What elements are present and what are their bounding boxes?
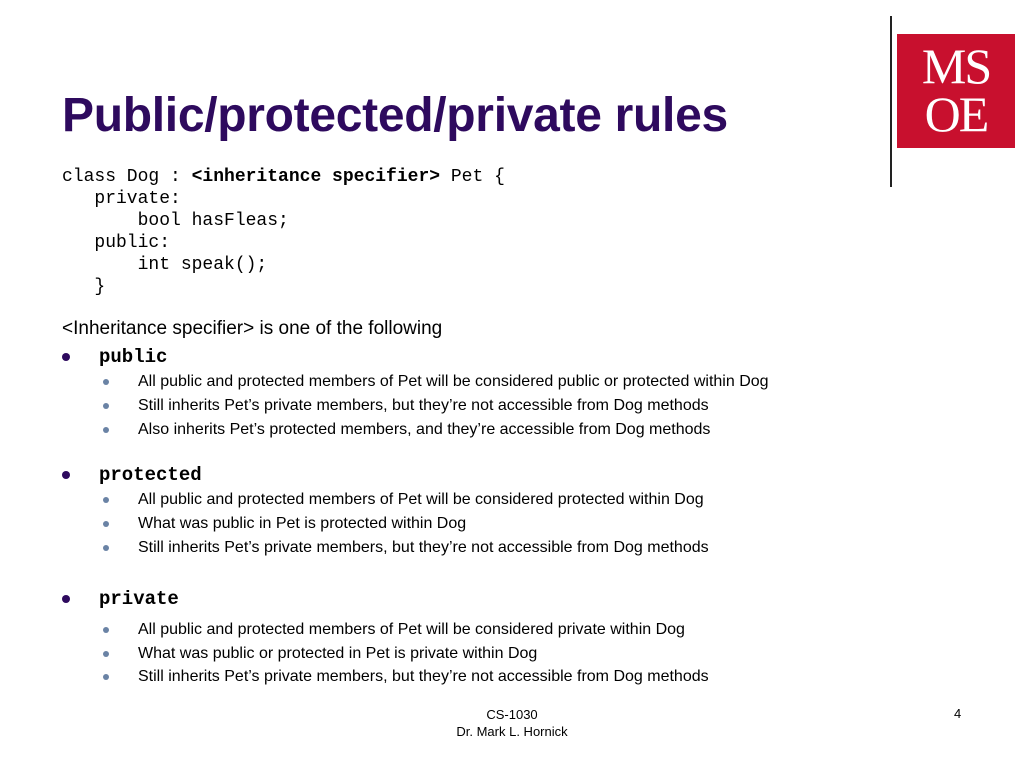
sub-bullet <box>103 373 769 391</box>
sub-bullet-text: What was public or protected in Pet is private within Dog <box>138 645 538 662</box>
sub-bullet <box>103 621 685 639</box>
sub-bullet-dot <box>103 521 109 527</box>
page-number: 4 <box>954 706 962 721</box>
sub-bullet <box>103 515 466 533</box>
sub-bullet-text: All public and protected members of Pet will be considered protected within Dog <box>138 491 704 508</box>
sub-bullet-dot <box>103 627 109 633</box>
bullet-dot <box>62 353 70 361</box>
bullet-protected <box>62 464 202 486</box>
footer-course: CS-1030 <box>486 707 538 722</box>
bullet-keyword: private <box>99 588 179 610</box>
sub-bullet-text: Also inherits Pet’s protected members, and they’re accessible from Dog methods <box>138 421 711 438</box>
code-line-4: public: <box>62 233 171 253</box>
code-line-5: int speak(); <box>62 255 268 275</box>
code-line-1-post: Pet { <box>440 167 505 187</box>
sub-bullet <box>103 668 709 686</box>
sub-bullet-text: All public and protected members of Pet will be considered private within Dog <box>138 621 685 638</box>
sub-bullet-text: What was public in Pet is protected within Dog <box>138 515 467 532</box>
sub-bullet-text: Still inherits Pet’s private members, but they’re not accessible from Dog methods <box>138 397 709 414</box>
code-line-1-pre: class Dog : <box>62 167 192 187</box>
code-line-2: private: <box>62 189 181 209</box>
sub-bullet <box>103 539 709 557</box>
bullet-dot <box>62 595 70 603</box>
sub-bullet-text: All public and protected members of Pet will be considered public or protected within Dog <box>138 373 769 390</box>
sub-bullet-dot <box>103 427 109 433</box>
sub-bullet-text: Still inherits Pet’s private members, but they’re not accessible from Dog methods <box>138 539 709 556</box>
slide-title: Public/protected/private rules <box>62 89 728 142</box>
bullet-dot <box>62 471 70 479</box>
sub-bullet <box>103 645 537 663</box>
bullet-keyword: protected <box>99 464 202 486</box>
header-divider <box>890 16 892 187</box>
sub-bullet-dot <box>103 651 109 657</box>
sub-bullet-text: Still inherits Pet’s private members, but they’re not accessible from Dog methods <box>138 668 709 685</box>
bullet-private <box>62 588 179 610</box>
sub-bullet-dot <box>103 497 109 503</box>
sub-bullet <box>103 397 709 415</box>
code-line-6: } <box>62 277 106 297</box>
sub-bullet-dot <box>103 403 109 409</box>
footer-author: Dr. Mark L. Hornick <box>456 724 568 739</box>
logo-line-1: MS <box>921 38 991 94</box>
slide-footer <box>412 706 612 740</box>
logo-line-2: OE <box>924 86 988 142</box>
code-block <box>62 166 505 298</box>
intro-text: <Inheritance specifier> is one of the following <box>62 318 443 339</box>
sub-bullet-dot <box>103 379 109 385</box>
sub-bullet <box>103 491 704 509</box>
sub-bullet <box>103 421 710 439</box>
bullet-public <box>62 346 167 368</box>
code-inheritance-specifier: <inheritance specifier> <box>191 167 441 187</box>
sub-bullet-dot <box>103 674 109 680</box>
msoe-logo <box>897 34 1015 148</box>
sub-bullet-dot <box>103 545 109 551</box>
bullet-keyword: public <box>99 346 168 368</box>
code-line-3: bool hasFleas; <box>62 211 289 231</box>
